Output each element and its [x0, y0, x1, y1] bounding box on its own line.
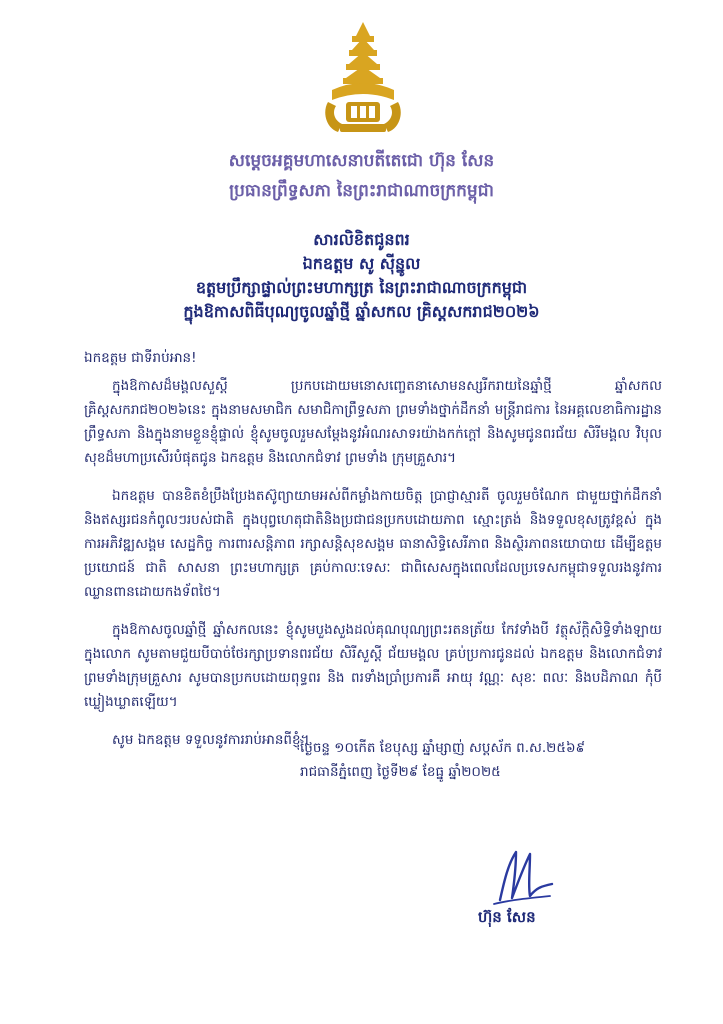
salutation: ឯកឧត្តម ជាទីរាប់អាន!	[84, 350, 197, 366]
royal-emblem-icon	[318, 20, 408, 138]
solar-date: រាជធានីភ្នំពេញ ថ្ងៃទី២៩ ខែធ្នូ ឆ្នាំ២០២៥	[300, 764, 501, 780]
signatory-name: ហ៊ុន សែន	[478, 908, 536, 926]
paragraph-3: ក្នុងឱកាសចូលឆ្នាំថ្មី ឆ្នាំសកលនេះ ខ្ញុំសូមបួងសួងដល់គុណបុណ្យព្រះរតនត្រ័យ កែវទាំងបី វត្ថុស័ក្តិសិទ្ធិទាំងឡាយក្នុងលោក សូមតាមជួយបីបាច់ថែរក្សាប្រទានពរជ័យ សិរីសួស្តី ជ័យមង្គល គ្រប់ប្រការជូនដល់ ឯកឧត្តម និងលោកជំទាវ ព្រមទាំងក្រុមគ្រួសារ សូមបានប្រកបដោយពុទ្ធពរ និង ពរទាំងប្រាំប្រការគឺ អាយុ វណ្ណៈ សុខៈ ពលៈ និងបដិភាណ កុំបីឃ្លៀងឃ្លាតឡើយ។	[84, 622, 662, 710]
closing-line: សូម ឯកឧត្តម ទទួលនូវការរាប់អានពីខ្ញុំ។	[112, 732, 310, 748]
sender-block	[0, 146, 723, 206]
letter-body	[84, 346, 662, 752]
paragraph-2: ឯកឧត្តម បានខិតខំប្រឹងប្រែងតស៊ូព្យាយាមអស់ពីកម្លាំងកាយចិត្ត ប្រាជ្ញាស្មារតី ចូលរួមចំណែក ជាមួយថ្នាក់ដឹកនាំនិងឥស្សរជនកំពូលៗរបស់ជាតិ ក្នុងបុព្វហេតុជាតិនិងប្រជាជនប្រកបដោយភាព ស្មោះត្រង់ និងទទួលខុសត្រូវខ្ពស់ ក្នុងការអភិវឌ្ឍសង្គម សេដ្ឋកិច្ច ការពារសន្តិភាព រក្សាសន្តិសុខសង្គម ធានាសិទ្ធិសេរីភាព និងស្ថិរភាពនយោបាយ ដើម្បីឧត្តមប្រយោជន៍ ជាតិ សាសនា ព្រះមហាក្សត្រ គ្រប់កាលៈទេសៈ ជាពិសេសក្នុងពេលដែលប្រទេសកម្ពុជាទទួលរងនូវការឈ្លានពានដោយកងទ័ពថៃ។	[84, 488, 662, 600]
letter-title	[40, 228, 683, 324]
sender-name: សម្តេចអគ្គមហាសេនាបតីតេជោ ហ៊ុន សែន	[228, 151, 495, 171]
paragraph-1: ក្នុងឱកាសដ៏មង្គលសួស្តី ប្រកបដោយមនោសញ្ចេតនាសោមនស្សរីករាយនៃឆ្នាំថ្មី ឆ្នាំសកល គ្រិស្តសករាជ២០២៦នេះ ក្នុងនាមសមាជិក សមាជិកាព្រឹទ្ធសភា ព្រមទាំងថ្នាក់ដឹកនាំ មន្ត្រីរាជការ នៃអគ្គលេខាធិការដ្ឋានព្រឹទ្ធសភា និងក្នុងនាមខ្លួនខ្ញុំផ្ទាល់ ខ្ញុំសូមចូលរួមសម្តែងនូវអំណរសាទរយ៉ាងកក់ក្តៅ និងសូមជូនពរជ័យ សិរីមង្គល វិបុលសុខដ៏មហាប្រសើរបំផុតជូន ឯកឧត្តម និងលោកជំទាវ ព្រមទាំង ក្រុមគ្រួសារ។	[84, 378, 662, 466]
title-line-4: ក្នុងឱកាសពិធីបុណ្យចូលឆ្នាំថ្មី ឆ្នាំសកល គ្រិស្តសករាជ២០២៦	[183, 302, 540, 321]
title-line-3: ឧត្តមប្រឹក្សាផ្ទាល់ព្រះមហាក្សត្រ នៃព្រះរាជាណាចក្រកម្ពុជា	[195, 278, 528, 297]
lunar-date: ថ្ងៃចន្ទ ១០កើត ខែបុស្ស ឆ្នាំម្សាញ់ សប្តស័ក ព.ស.២៥៦៩	[300, 740, 586, 756]
title-line-1: សារលិខិតជូនពរ	[313, 230, 410, 249]
signature-icon	[486, 842, 558, 912]
title-line-2: ឯកឧត្តម សូ ស៊ីន្នូល	[302, 254, 421, 273]
date-block	[300, 736, 680, 784]
sender-position: ប្រធានព្រឹទ្ធសភា នៃព្រះរាជាណាចក្រកម្ពុជា	[229, 181, 494, 201]
